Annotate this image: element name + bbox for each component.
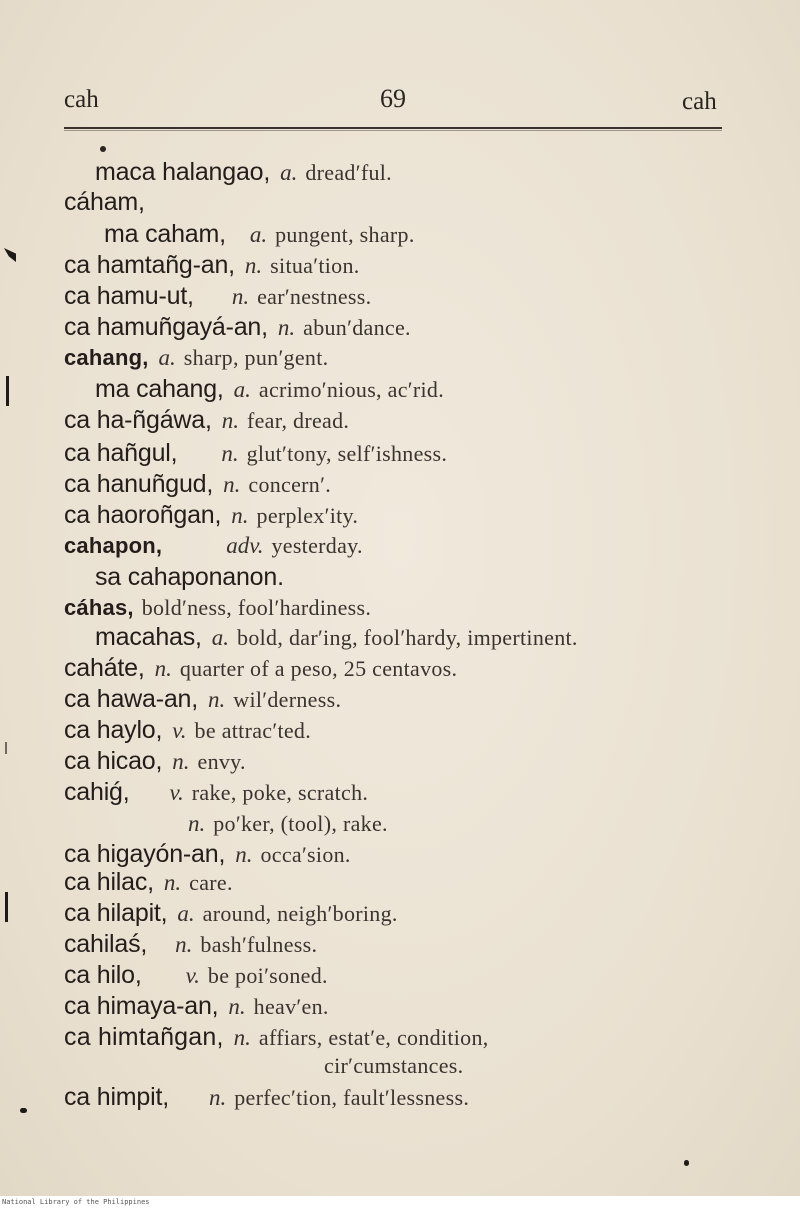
list-item: ca hilo, v. be poi′soned. xyxy=(64,961,328,989)
list-item: n. po′ker, (tool), rake. xyxy=(188,811,388,836)
list-item: cáhas, bold′ness, fool′hardiness. xyxy=(64,595,372,620)
list-item: cir′cumstances. xyxy=(324,1053,464,1078)
list-item: ca haylo, v. be attrac′ted. xyxy=(64,716,312,744)
list-item: ca hanuñgud, n. concern′. xyxy=(64,470,332,498)
list-item: cahiǵ, v. rake, poke, scratch. xyxy=(64,778,369,806)
list-item: maca halangao, a. dread′ful. xyxy=(95,158,392,186)
list-item: ca himpit, n. perfec′tion, fault′lessness. xyxy=(64,1083,470,1111)
list-item: ca hicao, n. envy. xyxy=(64,747,246,775)
list-item: ca hilapit, a. around, neigh′boring. xyxy=(64,899,398,927)
header-left-guide-word: cah xyxy=(64,86,99,113)
list-item: ca hamtañg-an, n. situa′tion. xyxy=(64,251,360,279)
list-item: caháte, n. quarter of a peso, 25 centavos. xyxy=(64,654,458,682)
footer-text: National Library of the Philippines xyxy=(2,1198,150,1206)
list-item: ca ha-ñgáwa, n. fear, dread. xyxy=(64,406,350,434)
list-item: ca hamu-ut, n. ear′nestness. xyxy=(64,282,372,310)
list-item: ca himtañgan, n. affiars, estat′e, condition, xyxy=(64,1023,489,1051)
list-item: ma caham, a. pungent, sharp. xyxy=(104,220,415,248)
list-item: ma cahang, a. acrimo′nious, ac′rid. xyxy=(95,375,445,403)
list-item: cahang, a. sharp, pun′gent. xyxy=(64,345,329,370)
list-item: ca himaya-an, n. heav′en. xyxy=(64,992,329,1020)
list-item: ca higayón-an, n. occa′sion. xyxy=(64,840,351,868)
list-item: ca hilac, n. care. xyxy=(64,868,233,896)
header-right-guide-word: cah xyxy=(682,88,717,115)
list-item: sa cahaponanon. xyxy=(95,563,284,591)
list-item: ca hañgul, n. glut′tony, self′ishness. xyxy=(64,439,448,467)
list-item: macahas, a. bold, dar′ing, fool′hardy, impertinent. xyxy=(95,623,578,651)
list-item: ca hawa-an, n. wil′derness. xyxy=(64,685,342,713)
list-item: ca hamuñgayá-an, n. abun′dance. xyxy=(64,313,411,341)
page-number: 69 xyxy=(380,84,406,113)
list-item: cahilaś, n. bash′fulness. xyxy=(64,930,318,958)
list-item: cáham, xyxy=(64,188,145,216)
footer-watermark xyxy=(0,1196,800,1208)
list-item: cahapon, adv. yesterday. xyxy=(64,533,363,558)
list-item: ca haoroñgan, n. perplex′ity. xyxy=(64,501,359,529)
